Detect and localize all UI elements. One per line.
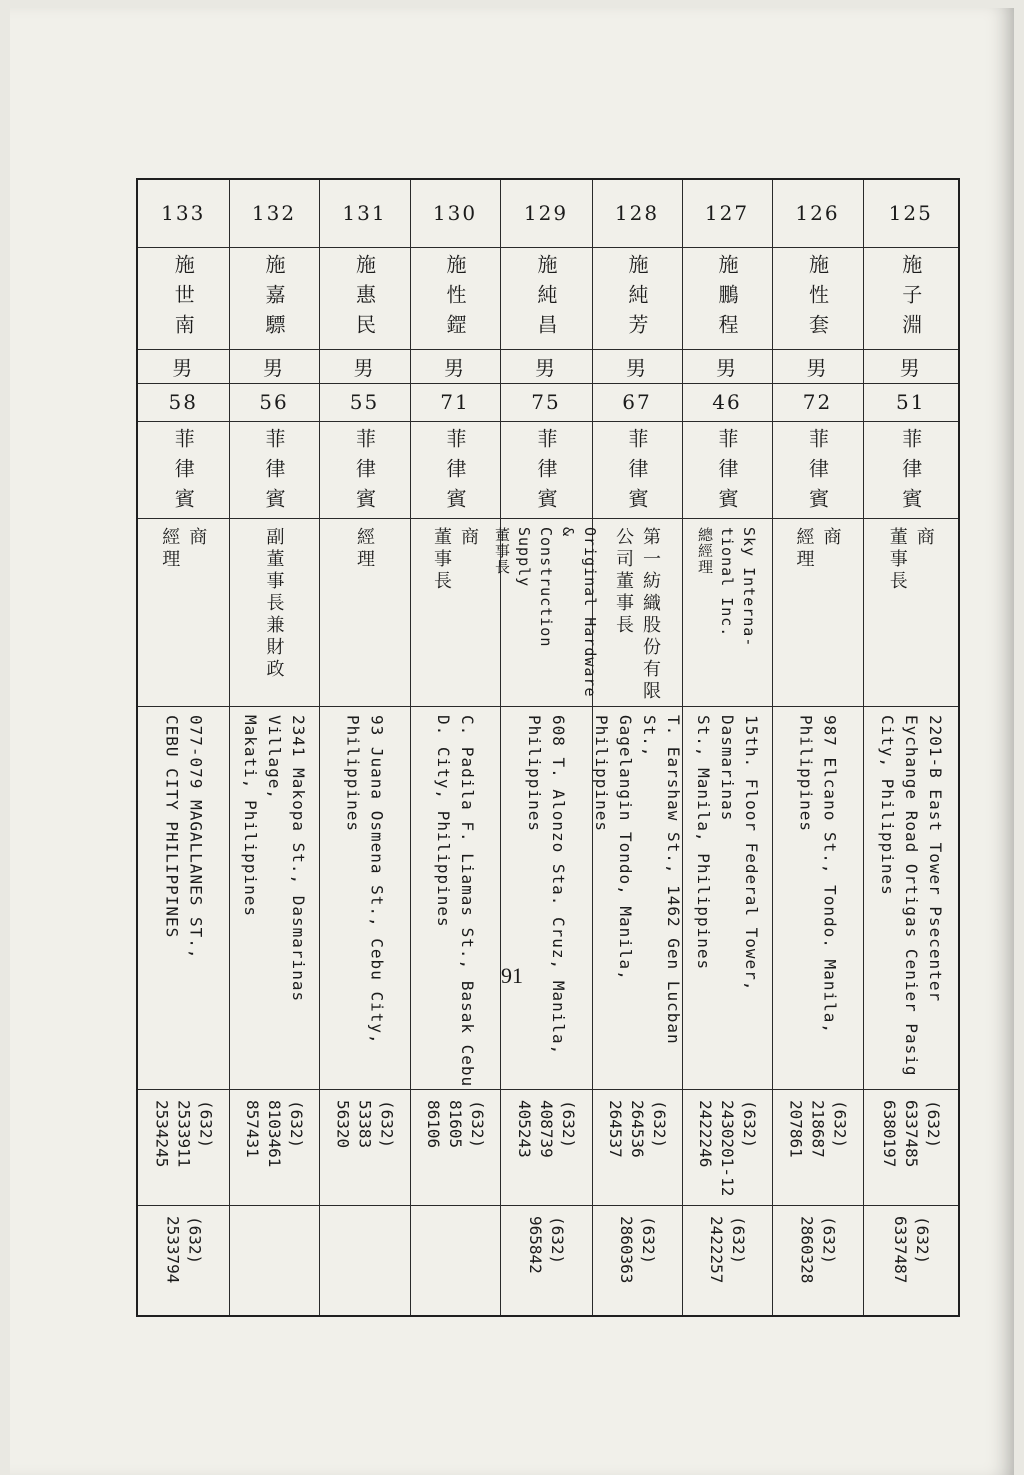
row-fax <box>137 1205 959 1316</box>
cell-name <box>229 247 319 349</box>
fax-text: (632) 2860328 <box>797 1215 839 1283</box>
address-text: 2201-B East Tower Psecenter Eychange Road Ortigas Cenier Pasig City, Philippines <box>877 714 945 1077</box>
fax-text: (632) 2533794 <box>163 1215 205 1283</box>
cell-number: 129 <box>500 179 592 247</box>
row-age <box>137 383 959 421</box>
cell-title <box>772 518 863 706</box>
cell-age: 51 <box>863 383 959 421</box>
cell-nationality <box>772 421 863 518</box>
address-text: 608 T. Alonzo Sta. Cruz, Manila, Philippines <box>525 714 568 1055</box>
cell-title <box>682 518 772 706</box>
telephone-text: (632) 2533911 2534245 <box>152 1099 216 1167</box>
cell-title <box>863 518 959 706</box>
row-number <box>137 179 959 247</box>
cell-age: 75 <box>500 383 592 421</box>
name-text: 施嘉驃 <box>262 253 286 344</box>
cell-address <box>772 706 863 1089</box>
cell-address <box>319 706 410 1089</box>
cell-name <box>137 247 229 349</box>
cell-fax <box>410 1205 500 1316</box>
cell-nationality <box>229 421 319 518</box>
cell-age: 72 <box>772 383 863 421</box>
name-text: 施惠民 <box>352 253 377 344</box>
title-text: 商 董事長 <box>886 526 935 593</box>
address-text: 15th. Floor Federal Tower, Dasmarinas St., Manila, Philippines <box>694 714 761 991</box>
cell-number: 130 <box>410 179 500 247</box>
address-text: 2341 Makopa St., Dasmarinas Village, Makati, Philippines <box>241 714 308 1002</box>
cell-fax <box>500 1205 592 1316</box>
cell-sex: 男 <box>682 349 772 383</box>
cell-sex: 男 <box>500 349 592 383</box>
title-text: 商 董事長 <box>431 526 479 593</box>
cell-number: 131 <box>319 179 410 247</box>
cell-nationality <box>410 421 500 518</box>
cell-address <box>410 706 500 1089</box>
cell-address <box>682 706 772 1089</box>
cell-title <box>319 518 410 706</box>
telephone-text: (632) 53383 56320 <box>333 1099 397 1148</box>
cell-sex: 男 <box>772 349 863 383</box>
nationality-text: 菲律賓 <box>898 427 923 518</box>
cell-name <box>863 247 959 349</box>
cell-age: 56 <box>229 383 319 421</box>
nationality-text: 菲律賓 <box>534 427 558 518</box>
telephone-text: (632) 264536 264537 <box>606 1099 669 1158</box>
nationality-text: 菲律賓 <box>262 427 286 518</box>
cell-number: 127 <box>682 179 772 247</box>
name-text: 施子淵 <box>898 253 923 344</box>
cell-telephone <box>229 1089 319 1205</box>
cell-name <box>682 247 772 349</box>
telephone-text: (632) 408739 405243 <box>515 1099 578 1158</box>
cell-title <box>137 518 229 706</box>
row-sex <box>137 349 959 383</box>
cell-sex: 男 <box>319 349 410 383</box>
directory-table <box>136 178 960 1317</box>
cell-name <box>772 247 863 349</box>
cell-sex: 男 <box>410 349 500 383</box>
row-nationality <box>137 421 959 518</box>
nationality-text: 菲律賓 <box>625 427 649 518</box>
cell-telephone <box>592 1089 682 1205</box>
cell-number: 126 <box>772 179 863 247</box>
cell-name <box>319 247 410 349</box>
cell-nationality <box>500 421 592 518</box>
title-text: 商 經理 <box>159 526 208 571</box>
cell-age: 46 <box>682 383 772 421</box>
cell-number: 128 <box>592 179 682 247</box>
telephone-text: (632) 2430201-12 2422246 <box>696 1099 759 1196</box>
cell-nationality <box>682 421 772 518</box>
name-text: 施純芳 <box>625 253 649 344</box>
cell-address <box>137 706 229 1089</box>
cell-title <box>493 518 599 706</box>
telephone-text: (632) 81605 86106 <box>424 1099 487 1148</box>
cell-number: 132 <box>229 179 319 247</box>
cell-fax <box>229 1205 319 1316</box>
cell-name <box>410 247 500 349</box>
name-text: 施性套 <box>805 253 830 344</box>
address-text: T. Earshaw St., 1462 Gen Lucban St., Gagelangin Tondo, Manila, Philippines <box>592 714 683 1045</box>
cell-number: 125 <box>863 179 959 247</box>
telephone-text: (632) 6337485 6380197 <box>879 1099 943 1167</box>
fax-text: (632) 6337487 <box>890 1215 932 1283</box>
title-text: 副董事長兼財政 <box>263 526 285 681</box>
cell-fax <box>772 1205 863 1316</box>
name-text: 施鵬程 <box>715 253 739 344</box>
cell-nationality <box>137 421 229 518</box>
cell-telephone <box>500 1089 592 1205</box>
nationality-text: 菲律賓 <box>352 427 377 518</box>
cell-fax <box>863 1205 959 1316</box>
cell-fax <box>682 1205 772 1316</box>
telephone-text: (632) 8103461 857431 <box>243 1099 306 1167</box>
nationality-text: 菲律賓 <box>715 427 739 518</box>
cell-address <box>592 706 682 1089</box>
cell-address <box>500 706 592 1089</box>
cell-telephone <box>863 1089 959 1205</box>
cell-sex: 男 <box>229 349 319 383</box>
cell-number: 133 <box>137 179 229 247</box>
cell-address <box>229 706 319 1089</box>
title-text: Sky Interna- tional Inc. 總經理 <box>696 526 758 647</box>
telephone-text: (632) 218687 207861 <box>786 1099 850 1158</box>
fax-text: (632) 2860363 <box>617 1215 658 1283</box>
fax-text: (632) 2422257 <box>707 1215 748 1283</box>
cell-fax <box>592 1205 682 1316</box>
cell-address <box>863 706 959 1089</box>
page <box>10 8 1014 1475</box>
page-number: 91 <box>501 963 523 988</box>
row-title <box>137 518 959 706</box>
nationality-text: 菲律賓 <box>171 427 196 518</box>
cell-title <box>229 518 319 706</box>
title-text: 第一紡織股份有限 公司董事長 <box>613 526 661 703</box>
title-text: 經理 <box>354 526 375 571</box>
cell-age: 58 <box>137 383 229 421</box>
cell-fax <box>137 1205 229 1316</box>
row-telephone <box>137 1089 959 1205</box>
cell-age: 55 <box>319 383 410 421</box>
cell-name <box>592 247 682 349</box>
cell-nationality <box>592 421 682 518</box>
cell-nationality <box>319 421 410 518</box>
cell-fax <box>319 1205 410 1316</box>
name-text: 施性鎠 <box>443 253 467 344</box>
nationality-text: 菲律賓 <box>805 427 830 518</box>
cell-sex: 男 <box>863 349 959 383</box>
title-text: 商 經理 <box>793 526 842 571</box>
address-text: 93 Juana Osmena St., Cebu City, Philippines <box>343 714 387 1045</box>
address-text: 987 Elcano St., Tondo. Manila, Philippines <box>796 714 840 1034</box>
cell-telephone <box>682 1089 772 1205</box>
cell-title <box>592 518 682 706</box>
cell-telephone <box>137 1089 229 1205</box>
cell-title <box>410 518 500 706</box>
address-text: 077-079 MAGALLANES ST., CEBU CITY PHILIPPINES <box>162 714 206 960</box>
title-text: Original Hardware & Construction Supply 董事長 <box>493 526 599 698</box>
name-text: 施純昌 <box>534 253 558 344</box>
cell-age: 71 <box>410 383 500 421</box>
row-address <box>137 706 959 1089</box>
nationality-text: 菲律賓 <box>443 427 467 518</box>
cell-sex: 男 <box>592 349 682 383</box>
fax-text: (632) 965842 <box>526 1215 567 1274</box>
cell-name <box>500 247 592 349</box>
name-text: 施世南 <box>171 253 196 344</box>
cell-telephone <box>772 1089 863 1205</box>
cell-sex: 男 <box>137 349 229 383</box>
row-name <box>137 247 959 349</box>
cell-telephone <box>319 1089 410 1205</box>
address-text: C. Padila F. Liamas St., Basak Cebu D. City, Philippines <box>434 714 477 1087</box>
cell-age: 67 <box>592 383 682 421</box>
cell-telephone <box>410 1089 500 1205</box>
cell-nationality <box>863 421 959 518</box>
